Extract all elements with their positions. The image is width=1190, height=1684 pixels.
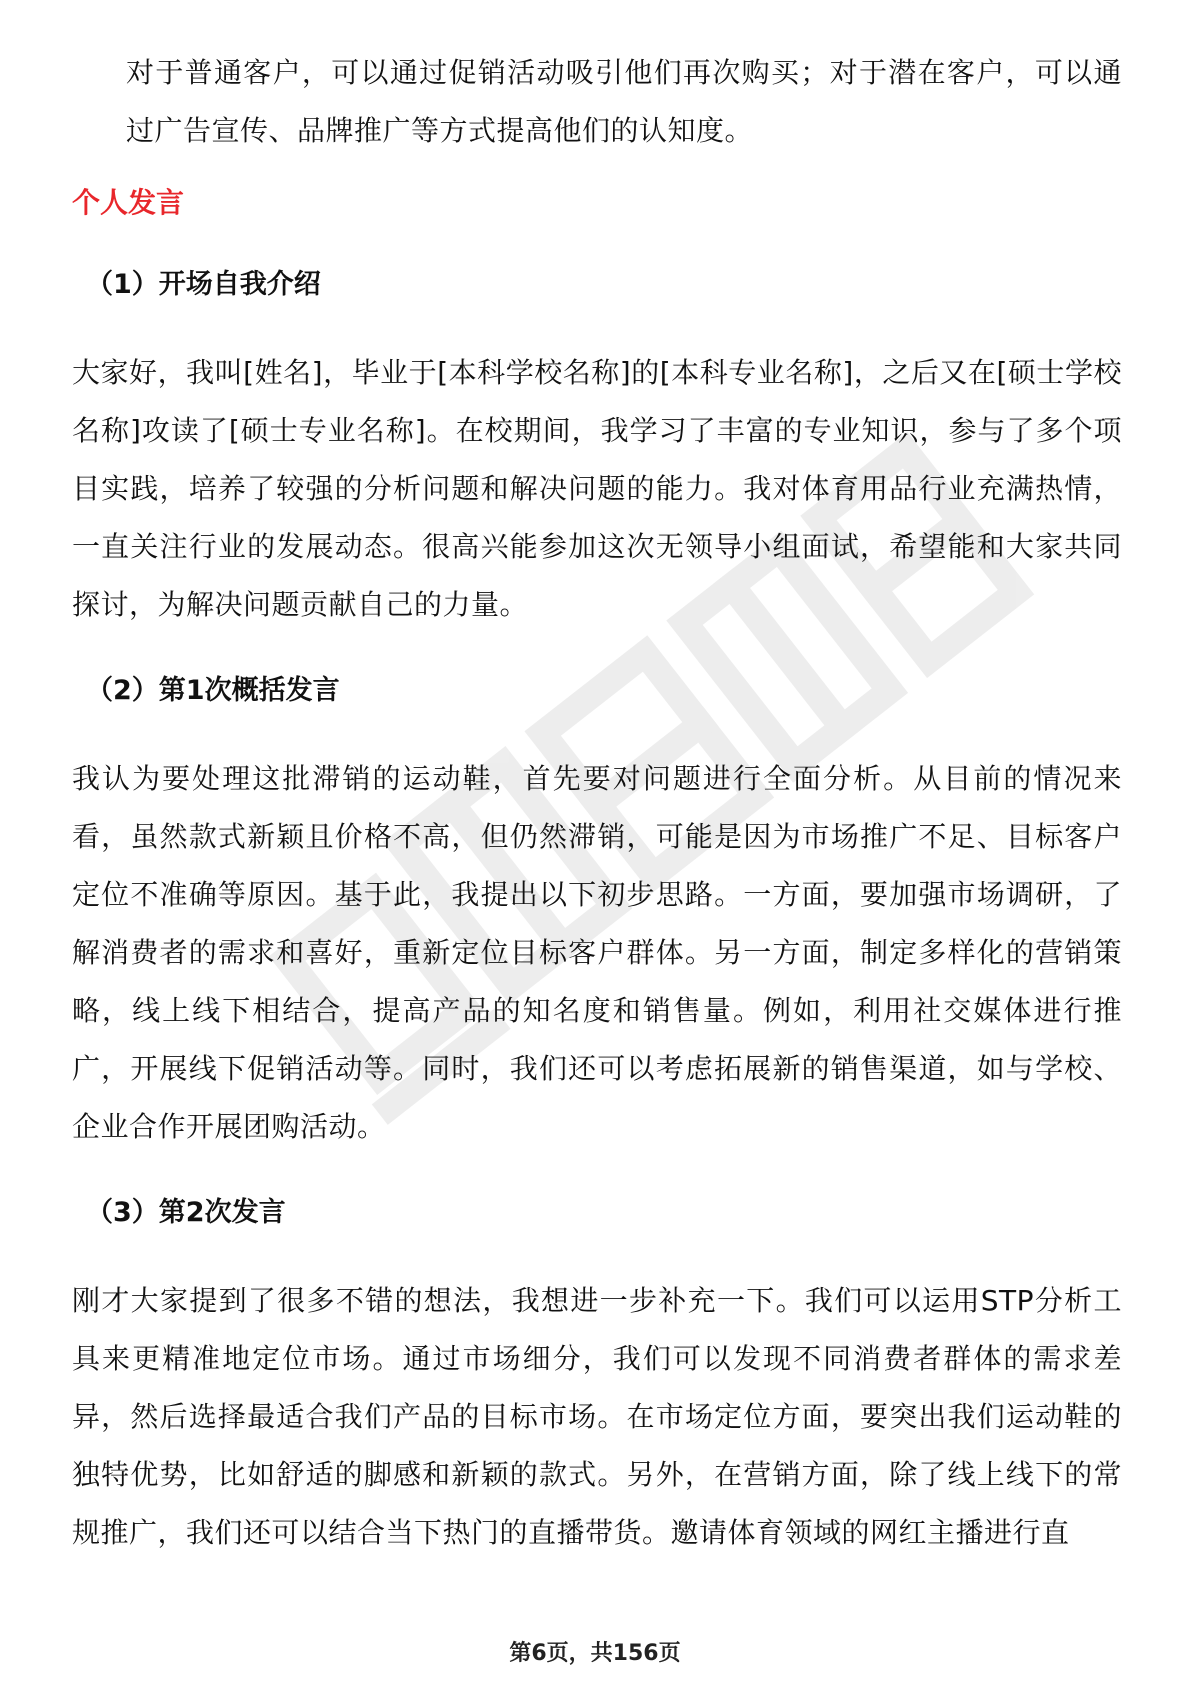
subsection-body-3: 刚才大家提到了很多不错的想法，我想进一步补充一下。我们可以运用STP分析工具来更精准地定位市场。通过市场细分，我们可以发现不同消费者群体的需求差异，然后选择最适合我们产品的目标市场。在市场定位方面，要突出我们运动鞋的独特优势，比如舒适的脚感和新颖的款式。另外，在营销方面，除了线上线下的常规推广，我们还可以结合当下热门的直播带货。邀请体育领域的网红主播进行直 (72, 1284, 1122, 1549)
subsection-body-2: 我认为要处理这批滞销的运动鞋，首先要对问题进行全面分析。从目前的情况来看，虽然款式新颖且价格不高，但仍然滞销，可能是因为市场推广不足、目标客户定位不准确等原因。基于此，我提出以下初步思路。一方面，要加强市场调研，了解消费者的需求和喜好，重新定位目标客户群体。另一方面，制定多样化的营销策略，线上线下相结合，提高产品的知名度和销售量。例如，利用社交媒体进行推广，开展线下促销活动等。同时，我们还可以考虑拓展新的销售渠道，如与学校、企业合作开展团购活动。 (72, 762, 1122, 1143)
subsection-heading-1: （1）开场自我介绍 (86, 269, 321, 300)
subsection-heading-3: （3）第2次发言 (86, 1197, 286, 1228)
section-title: 个人发言 (72, 186, 185, 219)
subsection-body-1: 大家好，我叫[姓名]，毕业于[本科学校名称]的[本科专业名称]，之后又在[硕士学校名称]攻读了[硕士专业名称]。在校期间，我学习了丰富的专业知识，参与了多个项目实践，培养了较强的分析问题和解决问题的能力。我对体育用品行业充满热情，一直关注行业的发展动态。很高兴能参加这次无领导小组面试，希望能和大家共同探讨，为解决问题贡献自己的力量。 (72, 356, 1122, 621)
page-number-footer: 第6页，共156页 (509, 1641, 681, 1666)
intro-paragraph: 对于普通客户，可以通过促销活动吸引他们再次购买；对于潜在客户，可以通过广告宣传、品牌推广等方式提高他们的认知度。 (126, 56, 1122, 147)
document-content (72, 44, 1122, 1562)
subsection-heading-2: （2）第1次概括发言 (86, 675, 340, 706)
